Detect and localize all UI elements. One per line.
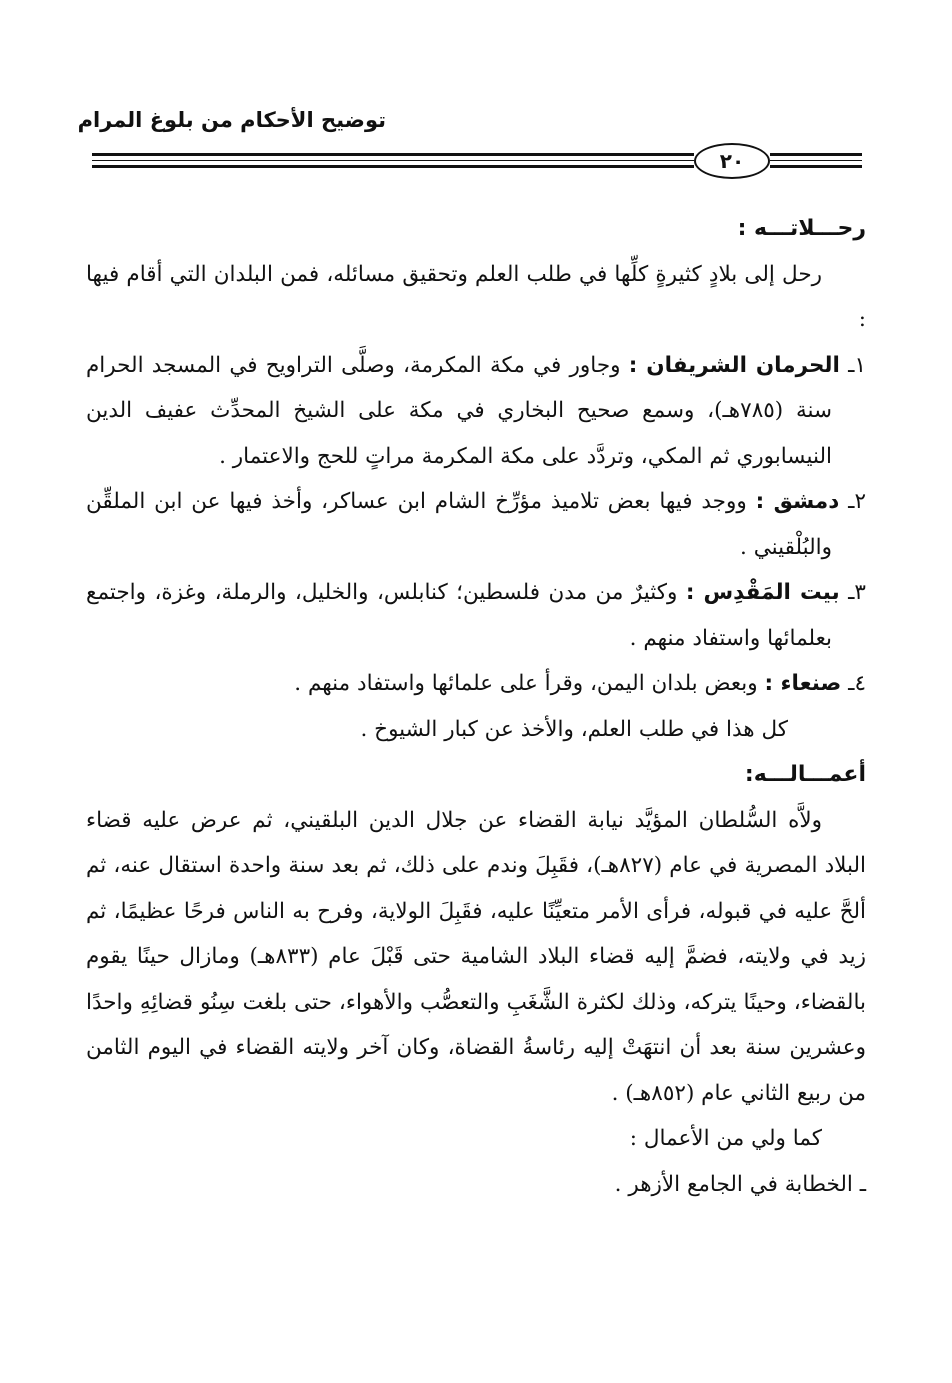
works-also-line: كما ولي من الأعمال : (629, 1126, 822, 1151)
item-text: وكثيرٌ من مدن فلسطين؛ كنابلس، والخليل، والرملة، وغزة، واجتمع بعلمائها واستفاد منهم . (86, 580, 832, 651)
item-number: ٣ـ (848, 580, 866, 605)
travels-heading: رحـــلاتـــه : (737, 216, 866, 241)
item-number: ٢ـ (848, 489, 866, 514)
travel-item-mecca (86, 343, 866, 480)
travels-intro: رحل إلى بلادٍ كثيرةٍ كلِّها في طلب العلم وتحقيق مسائله، فمن البلدان التي أقام فيها : (86, 261, 866, 332)
item-text: ووجد فيها بعض تلاميذ مؤرِّخ الشام ابن عساكر، وأخذ فيها عن ابن الملقِّن والبُلْقيني . (86, 489, 832, 560)
header-rule-left-thick (92, 153, 694, 156)
header-rule-right-thick-2 (770, 165, 862, 168)
travel-item-jerusalem (86, 570, 866, 661)
item-text: وجاور في مكة المكرمة، وصلَّى التراويح في المسجد الحرام سنة (٧٨٥هـ)، وسمع صحيح البخاري في مكة على الشيخ المحدِّث عفيف الدين النيسابوري ثم المكي، وتردَّد على مكة المكرمة مراتٍ للحج والاعتمار . (86, 352, 832, 469)
item-number: ٤ـ (848, 671, 866, 696)
travel-item-damascus (86, 479, 866, 570)
item-text: وبعض بلدان اليمن، وقرأ على علمائها واستفاد منهم . (294, 671, 758, 696)
item-place: دمشق : (755, 489, 840, 514)
header-rule-left-thick-2 (92, 165, 694, 168)
body-text (86, 206, 866, 1207)
travels-closing: كل هذا في طلب العلم، والأخذ عن كبار الشيوخ . (360, 716, 788, 742)
item-place: الحرمان الشريفان : (628, 352, 840, 378)
works-list-item: ـ الخطابة في الجامع الأزهر . (614, 1171, 866, 1197)
works-paragraph: ولاَّه السُّلطان المؤيَّد نيابة القضاء عن جلال الدين البلقيني، ثم عرض عليه قضاء البلاد المصرية في عام (٨٢٧هـ)، فقَبِلَ وندم على ذلك، ثم بعد سنة واحدة استقال عنه، ثم ألحَّ عليه في قبوله، فرأى الأمر متعيِّنًا عليه، فقَبِلَ الولاية، وفرح به الناس فرحًا عظيمًا، ثم زيد في ولايته، فضمَّ إليه قضاء البلاد الشامية حتى قَبْلَ عام (٨٣٣هـ) ومازال حينًا يقوم بالقضاء، وحينًا يتركه، وذلك لكثرة الشَّغَبِ والتعصُّب والأهواء، حتى بلغت سِنُو قضائِهِ واحدًا وعشرين سنة بعد أن انتهَتْ إليه رئاسةُ القضاة، وكان آخر ولايته القضاء في اليوم الثامن من ربيع الثاني عام (٨٥٢هـ) . (86, 807, 866, 1106)
item-place: بيت المَقْدِس : (685, 580, 840, 605)
header-rule-right-thin (770, 160, 862, 161)
item-place: صنعاء : (764, 671, 842, 696)
page-number: ٢٠ (694, 143, 770, 179)
header-rule-left-thin (92, 160, 694, 161)
works-heading: أعمـــالـــه: (744, 762, 866, 787)
item-number: ١ـ (848, 352, 867, 378)
header-rule-right-thick (770, 153, 862, 156)
running-title: توضيح الأحكام من بلوغ المرام (77, 108, 386, 132)
travel-item-sanaa (86, 661, 866, 707)
